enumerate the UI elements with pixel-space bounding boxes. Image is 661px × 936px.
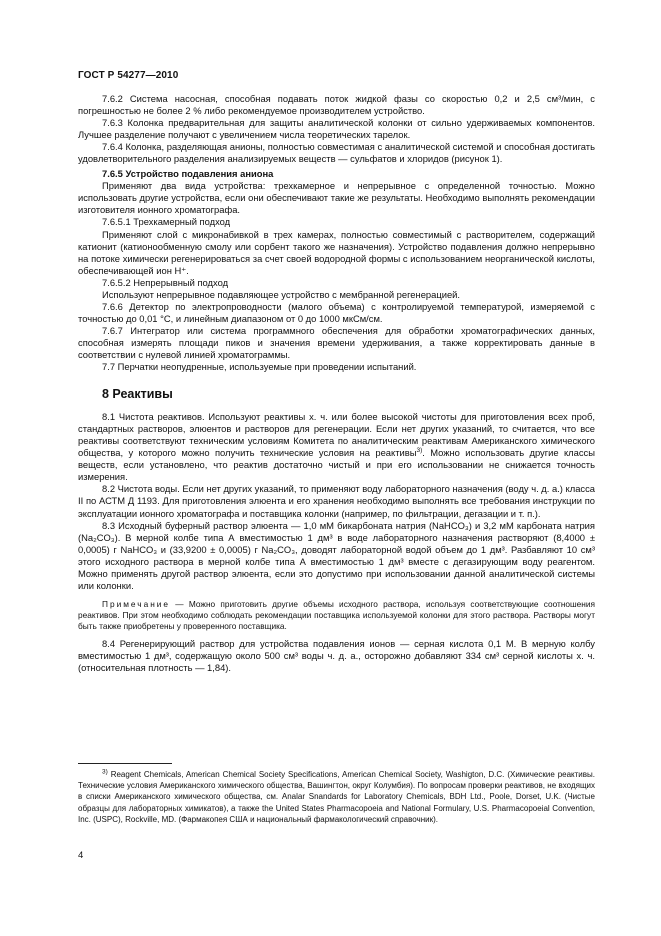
paragraph-7-7: 7.7 Перчатки неопудренные, используемые при проведении испытаний. [102, 361, 417, 373]
paragraph-7-6-5-1: Применяют слой с микронабивкой в трех камерах, полностью совместимый с растворителем, содержащий катионит (катионообменную смолу или сорбент такого же назначения). Устройство подавления должно непрерывно на потоке химически регенерироваться за счет своей водородной формы с использованием неорганической кислоты, обеспечивающей ион H⁺. [78, 228, 595, 276]
note-label: Примечание [102, 598, 171, 609]
footnote-marker: 3) [102, 768, 108, 776]
paragraph-7-6-5-2: Используют непрерывное подавляющее устройство с мембранной регенерацией. [102, 288, 460, 300]
note [78, 599, 595, 632]
paragraph-7-6-3: 7.6.3 Колонка предварительная для защиты аналитической колонки от сильно удерживаемых компонентов. Лучшее разделение получают с увеличением числа теоретических тарелок. [78, 117, 595, 141]
paragraph-7-6-5: Применяют два вида устройства: трехкамерное и непрерывное с определенной точностью. Можно использовать другие устройства, если они обеспечивают такие же результаты. Необходимо выполнять рекомендации изготовителя ионного хроматографа. [78, 180, 595, 216]
page-number: 4 [78, 850, 84, 861]
footnote-ref-3[interactable]: 3) [416, 447, 423, 455]
paragraph-8-1-text-a: 8.1 Чистота реактивов. Используют реактивы х. ч. или более высокой чистоты для приготовления всех проб, стандартных растворов, элюентов и растворов для регенерации. Если нет других указаний, то считается, что все реактивы соответствуют техническим условиям Комитета по аналитическим реактивам Американского химического общества, у которого можно получить технические условия на реактивы [78, 411, 595, 459]
subheading-7-6-5-1: 7.6.5.1 Трехкамерный подход [102, 216, 231, 228]
paragraph-8-1-text-b: . Можно использовать другие классы веществ, если установлено, что реактив достаточно чистый и при его использовании не снижается точность измерения. [78, 447, 595, 483]
document-header: ГОСТ Р 54277—2010 [78, 70, 179, 81]
paragraph-7-6-2: 7.6.2 Система насосная, способная подавать поток жидкой фазы со скоростью 0,2 и 2,5 см³/мин, с погрешностью не более 2 % либо рекомендуемое производителем устройство. [78, 93, 595, 117]
paragraph-8-1 [78, 411, 595, 483]
section-heading-8: 8 Реактивы [102, 387, 173, 402]
subheading-7-6-5: 7.6.5 Устройство подавления аниона [102, 168, 274, 180]
paragraph-8-2: 8.2 Чистота воды. Если нет других указаний, то применяют воду лабораторного назначения (воду ч. д. а.) класса II по АСТМ Д 1193. Для приготовления элюента и его хранения необходимо выполнять все требования инструкции по эксплуатации ионного хроматографа и поставщика колонки (например, по фильтрации, дегазации и т. п.). [78, 483, 596, 519]
note-text: — Можно приготовить другие объемы исходного раствора, используя соответствующие соотношения реактивов. При этом необходимо соблюдать рекомендации поставщика используемой колонки для этого раствора. Растворы могут быть также приобретены у проверенного поставщика. [78, 598, 595, 631]
document-body [78, 93, 595, 674]
paragraph-7-6-4: 7.6.4 Колонка, разделяющая анионы, полностью совместимая с аналитической системой и способная достигать удовлетворительного разделения анализируемых веществ — сульфатов и хлоридов (рисунок 1). [78, 141, 595, 165]
paragraph-8-4: 8.4 Регенерирующий раствор для устройства подавления ионов — серная кислота 0,1 М. В мерную колбу вместимостью 1 дм³, содержащую около 500 см³ воды ч. д. а., осторожно добавляют 334 см³ серной кислоты х. ч. (относительная плотность — 1,84). [78, 637, 595, 673]
paragraph-7-6-7: 7.6.7 Интегратор или система программного обеспечения для обработки хроматографических данных, способная измерять площади пиков и значения времени удерживания, а также корректировать данные в соответствии с нулевой линией хроматограммы. [78, 324, 595, 360]
subheading-7-6-5-2: 7.6.5.2 Непрерывный подход [102, 276, 229, 288]
paragraph-8-3: 8.3 Исходный буферный раствор элюента — 1,0 мМ бикарбоната натрия (NaHCO₃) и 3,2 мМ карбоната натрия (Na₂CO₃). В мерной колбе типа А вместимостью 1 дм³ в воде лабораторного назначения растворяют (8,4000 ± 0,0005) г NaHCO₃ и (33,9200 ± 0,0005) г Na₂CO₃, доводят лабораторной водой объем до 1 дм³. Разбавляют 10 см³ этого исходного раствора в мерной колбе типа А вместимостью 1 дм³ вместе с дегазирующим воду реагентом. Можно применять другой раствор элюента, если это допустимо при использовании данной аналитической системы или колонки. [78, 519, 595, 591]
paragraph-7-6-6: 7.6.6 Детектор по электропроводности (малого объема) с контролируемой температурой, измеряемой с точностью до 0,01 °С, и линейным диапазоном от 0 до 1000 мкСм/см. [78, 300, 595, 324]
footnote-3 [78, 769, 595, 825]
footnote-divider [78, 763, 172, 764]
footnote-text: Reagent Chemicals, American Chemical Society Specifications, American Chemical Society, Washigton, D.C. (Химические реактивы. Технические условия Американского химического общества, Вашингтон, округ Колумбия). По вопросам проверки реактивов, не входящих в списки Американского химического общества, см. Analar Snandards for Laboratory Chemicals, BDH Ltd., Poole, Dorset, U.K. (Чистые образцы для лабораторных химикатов), а также the United States Pharmacopoeia and National Formulary, U.S. Pharmacopoeial Convention, Inc. (USPC), Rockville, MD. (Фармакопея США и национальный фармакологический справочник). [78, 770, 595, 824]
